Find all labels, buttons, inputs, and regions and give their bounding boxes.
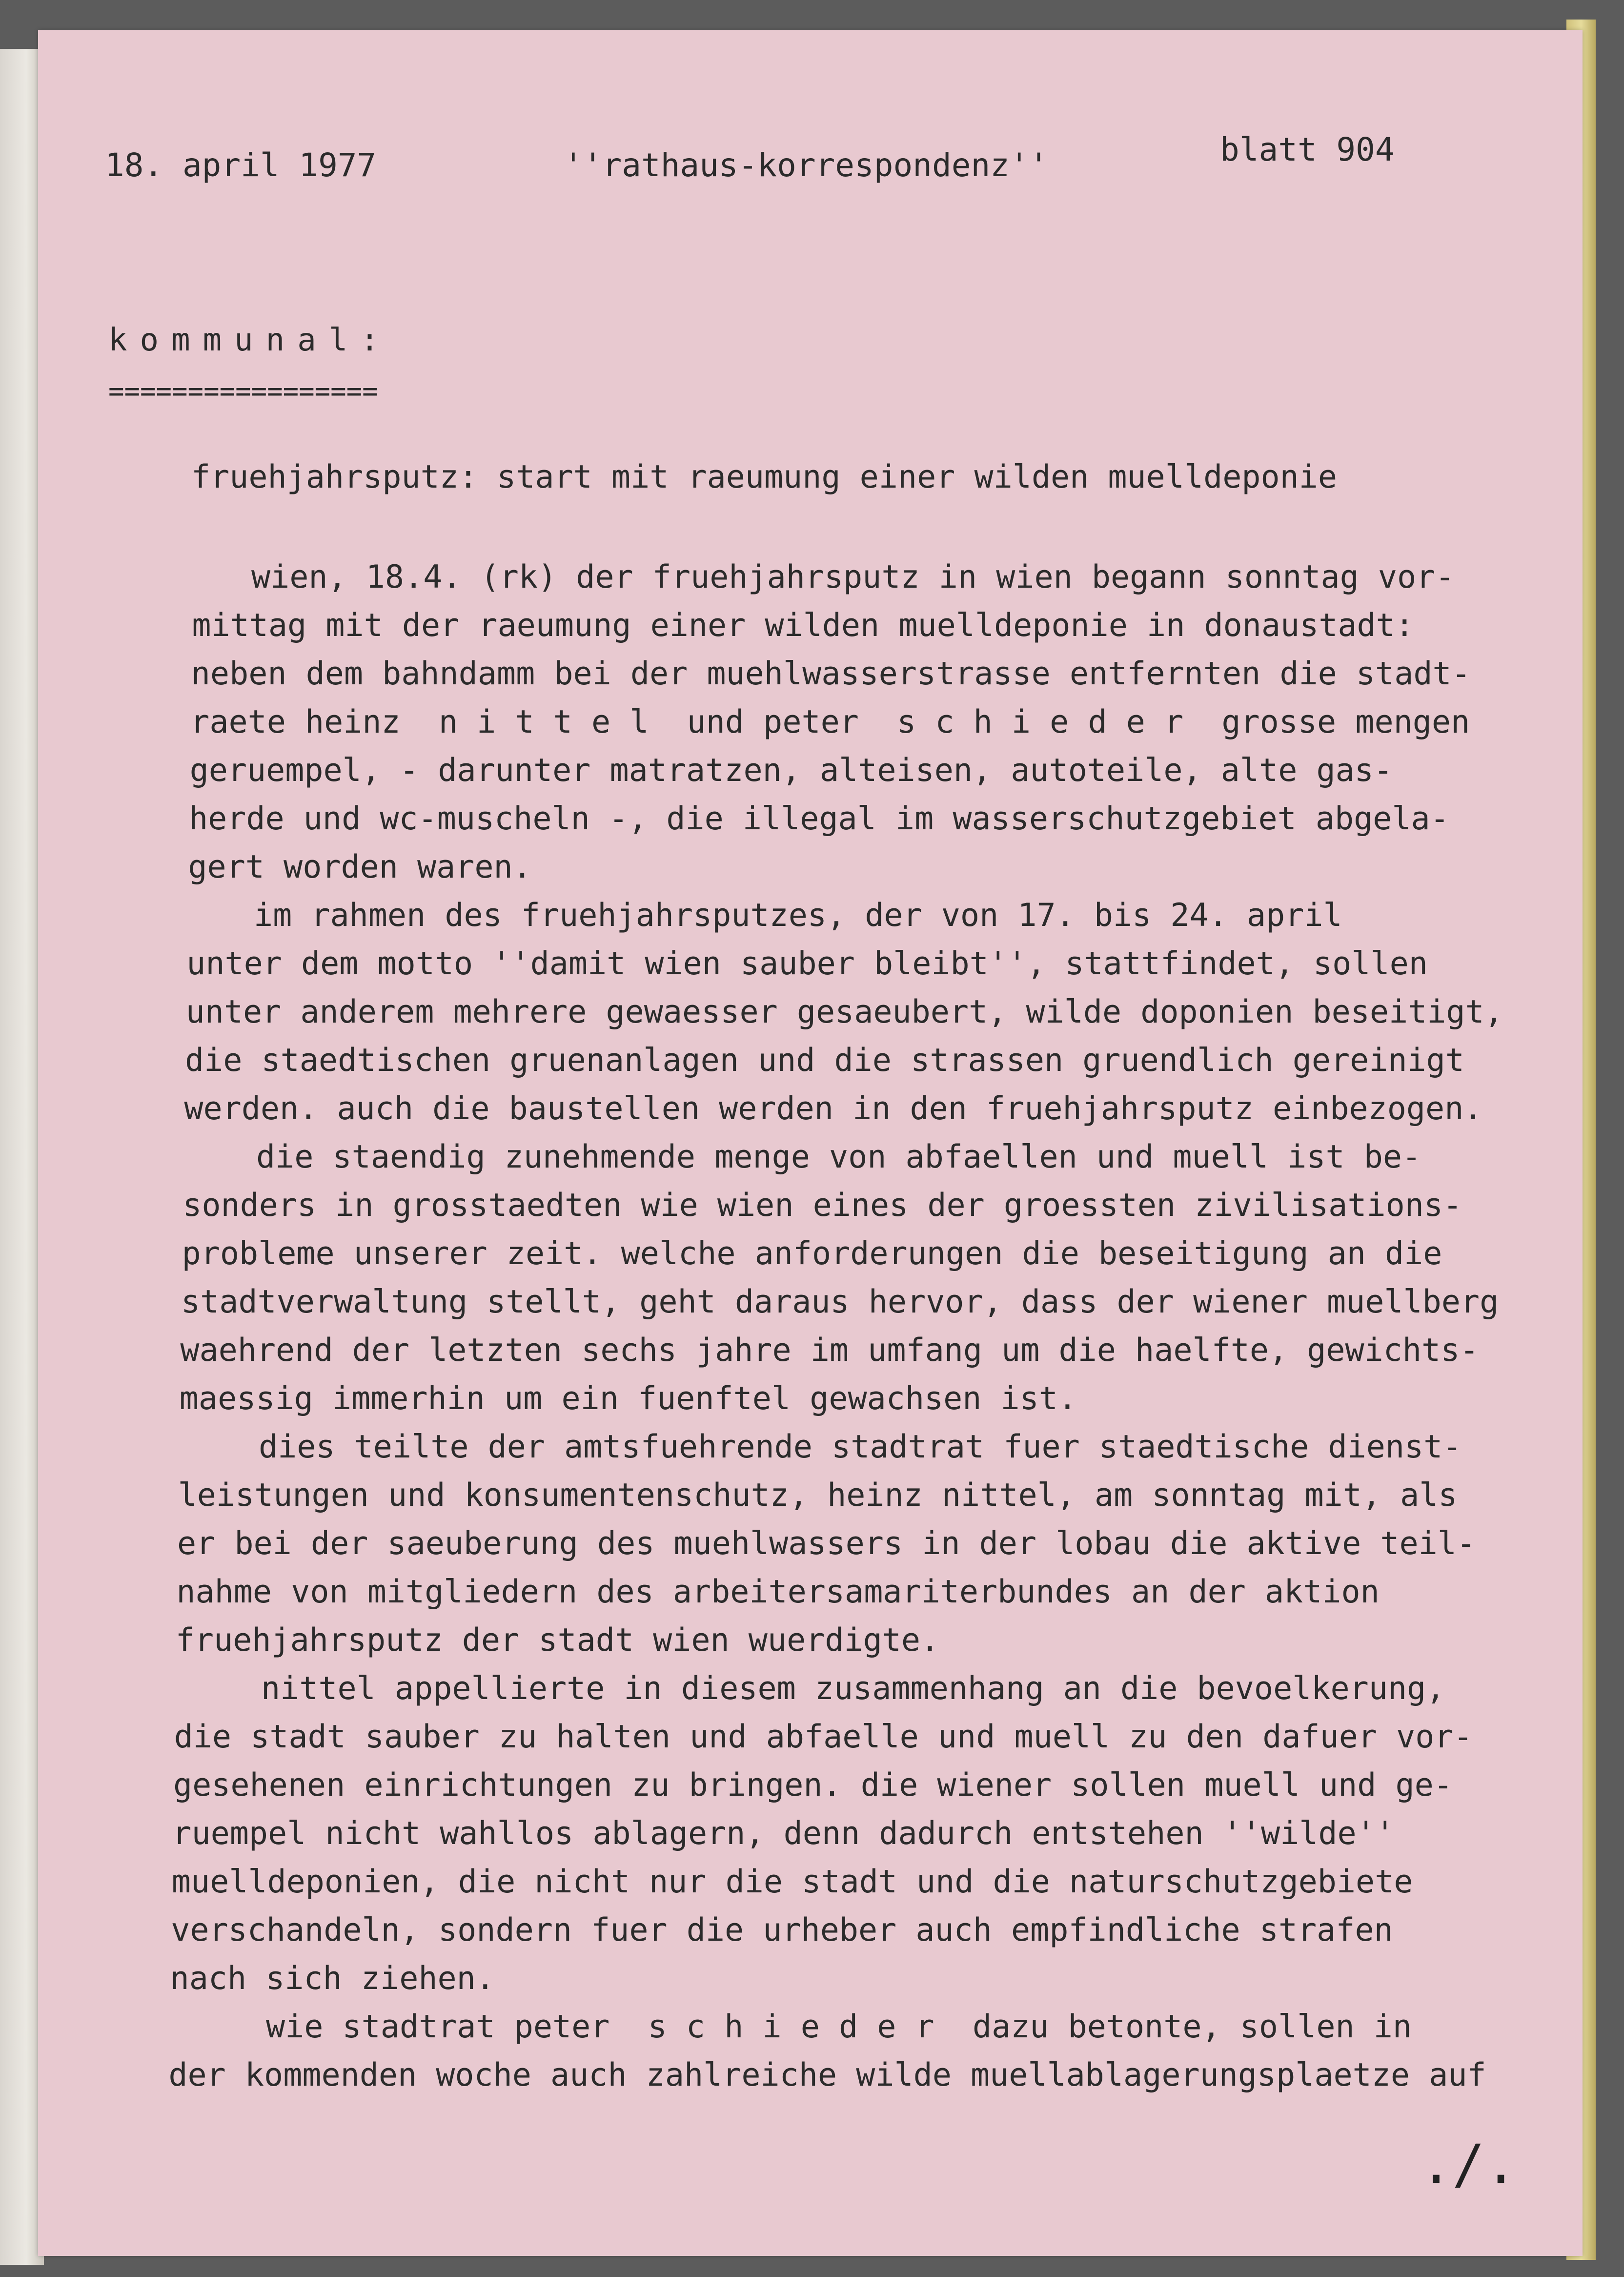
document-date: 18. april 1977 [105, 146, 377, 184]
body-line: herde und wc-muscheln -, die illegal im wasserschutzgebiet abgela- [189, 800, 1449, 837]
body-line: nittel appellierte in diesem zusammenhang an die bevoelkerung, [261, 1670, 1445, 1707]
body-line: sonders in grosstaedten wie wien eines der groessten zivilisations- [183, 1187, 1462, 1224]
body-line: gert worden waren. [188, 849, 532, 885]
body-line: muelldeponien, die nicht nur die stadt und die naturschutzgebiete [171, 1864, 1413, 1900]
body-line: der kommenden woche auch zahlreiche wilde muellablagerungsplaetze auf [168, 2057, 1486, 2093]
page-number: blatt 904 [1220, 131, 1395, 168]
section-underline: ================= [108, 376, 378, 407]
body-line: stadtverwaltung stellt, geht daraus hervor, dass der wiener muellberg [181, 1284, 1499, 1320]
body-line: fruehjahrsputz der stadt wien wuerdigte. [175, 1622, 940, 1659]
body-line: werden. auch die baustellen werden in den fruehjahrsputz einbezogen. [184, 1090, 1483, 1127]
body-line: gesehenen einrichtungen zu bringen. die wiener sollen muell und ge- [173, 1767, 1453, 1804]
body-line: ruempel nicht wahllos ablagern, denn dadurch entstehen ''wilde'' [172, 1815, 1395, 1852]
body-line: verschandeln, sondern fuer die urheber auch empfindliche strafen [171, 1912, 1393, 1949]
body-line: raete heinz n i t t e l und peter s c h i e d e r grosse mengen [190, 704, 1470, 740]
body-line: im rahmen des fruehjahrsputzes, der von 17. bis 24. april [254, 897, 1342, 934]
body-line: nahme von mitgliedern des arbeitersamariterbundes an der aktion [176, 1574, 1380, 1610]
body-line: wien, 18.4. (rk) der fruehjahrsputz in wien begann sonntag vor- [251, 559, 1455, 595]
body-line: dies teilte der amtsfuehrende stadtrat fuer staedtische dienst- [259, 1429, 1462, 1465]
body-line: probleme unserer zeit. welche anforderungen die beseitigung an die [182, 1235, 1442, 1272]
body-line: unter anderem mehrere gewaesser gesaeubert, wilde doponien beseitigt, [185, 994, 1503, 1030]
article-headline: fruehjahrsputz: start mit raeumung einer wilden muelldeponie [191, 459, 1337, 495]
body-line: neben dem bahndamm bei der muehlwasserstrasse entfernten die stadt- [191, 656, 1471, 692]
body-line: er bei der saeuberung des muehlwassers in der lobau die aktive teil- [177, 1525, 1476, 1562]
book-page-edge-left [0, 49, 44, 2265]
continuation-mark: ./. [1420, 2133, 1517, 2195]
body-line: die staedtischen gruenanlagen und die strassen gruendlich gereinigt [185, 1042, 1464, 1079]
body-line: unter dem motto ''damit wien sauber bleibt'', stattfindet, sollen [186, 945, 1428, 982]
document-source: ''rathaus-korrespondenz'' [564, 146, 1049, 184]
body-line: waehrend der letzten sechs jahre im umfang um die haelfte, gewichts- [180, 1332, 1479, 1369]
body-line: wie stadtrat peter s c h i e d e r dazu betonte, sollen in [266, 2009, 1412, 2045]
body-line: die stadt sauber zu halten und abfaelle und muell zu den dafuer vor- [174, 1719, 1473, 1755]
section-title: kommunal: [108, 322, 392, 358]
body-line: die staendig zunehmende menge von abfaellen und muell ist be- [256, 1139, 1421, 1175]
body-line: leistungen und konsumentenschutz, heinz nittel, am sonntag mit, als [178, 1477, 1458, 1514]
body-line: mittag mit der raeumung einer wilden muelldeponie in donaustadt: [192, 607, 1414, 644]
body-line: maessig immerhin um ein fuenftel gewachsen ist. [179, 1380, 1077, 1417]
body-line: geruempel, - darunter matratzen, alteisen, autoteile, alte gas- [189, 752, 1393, 789]
body-line: nach sich ziehen. [170, 1960, 495, 1997]
